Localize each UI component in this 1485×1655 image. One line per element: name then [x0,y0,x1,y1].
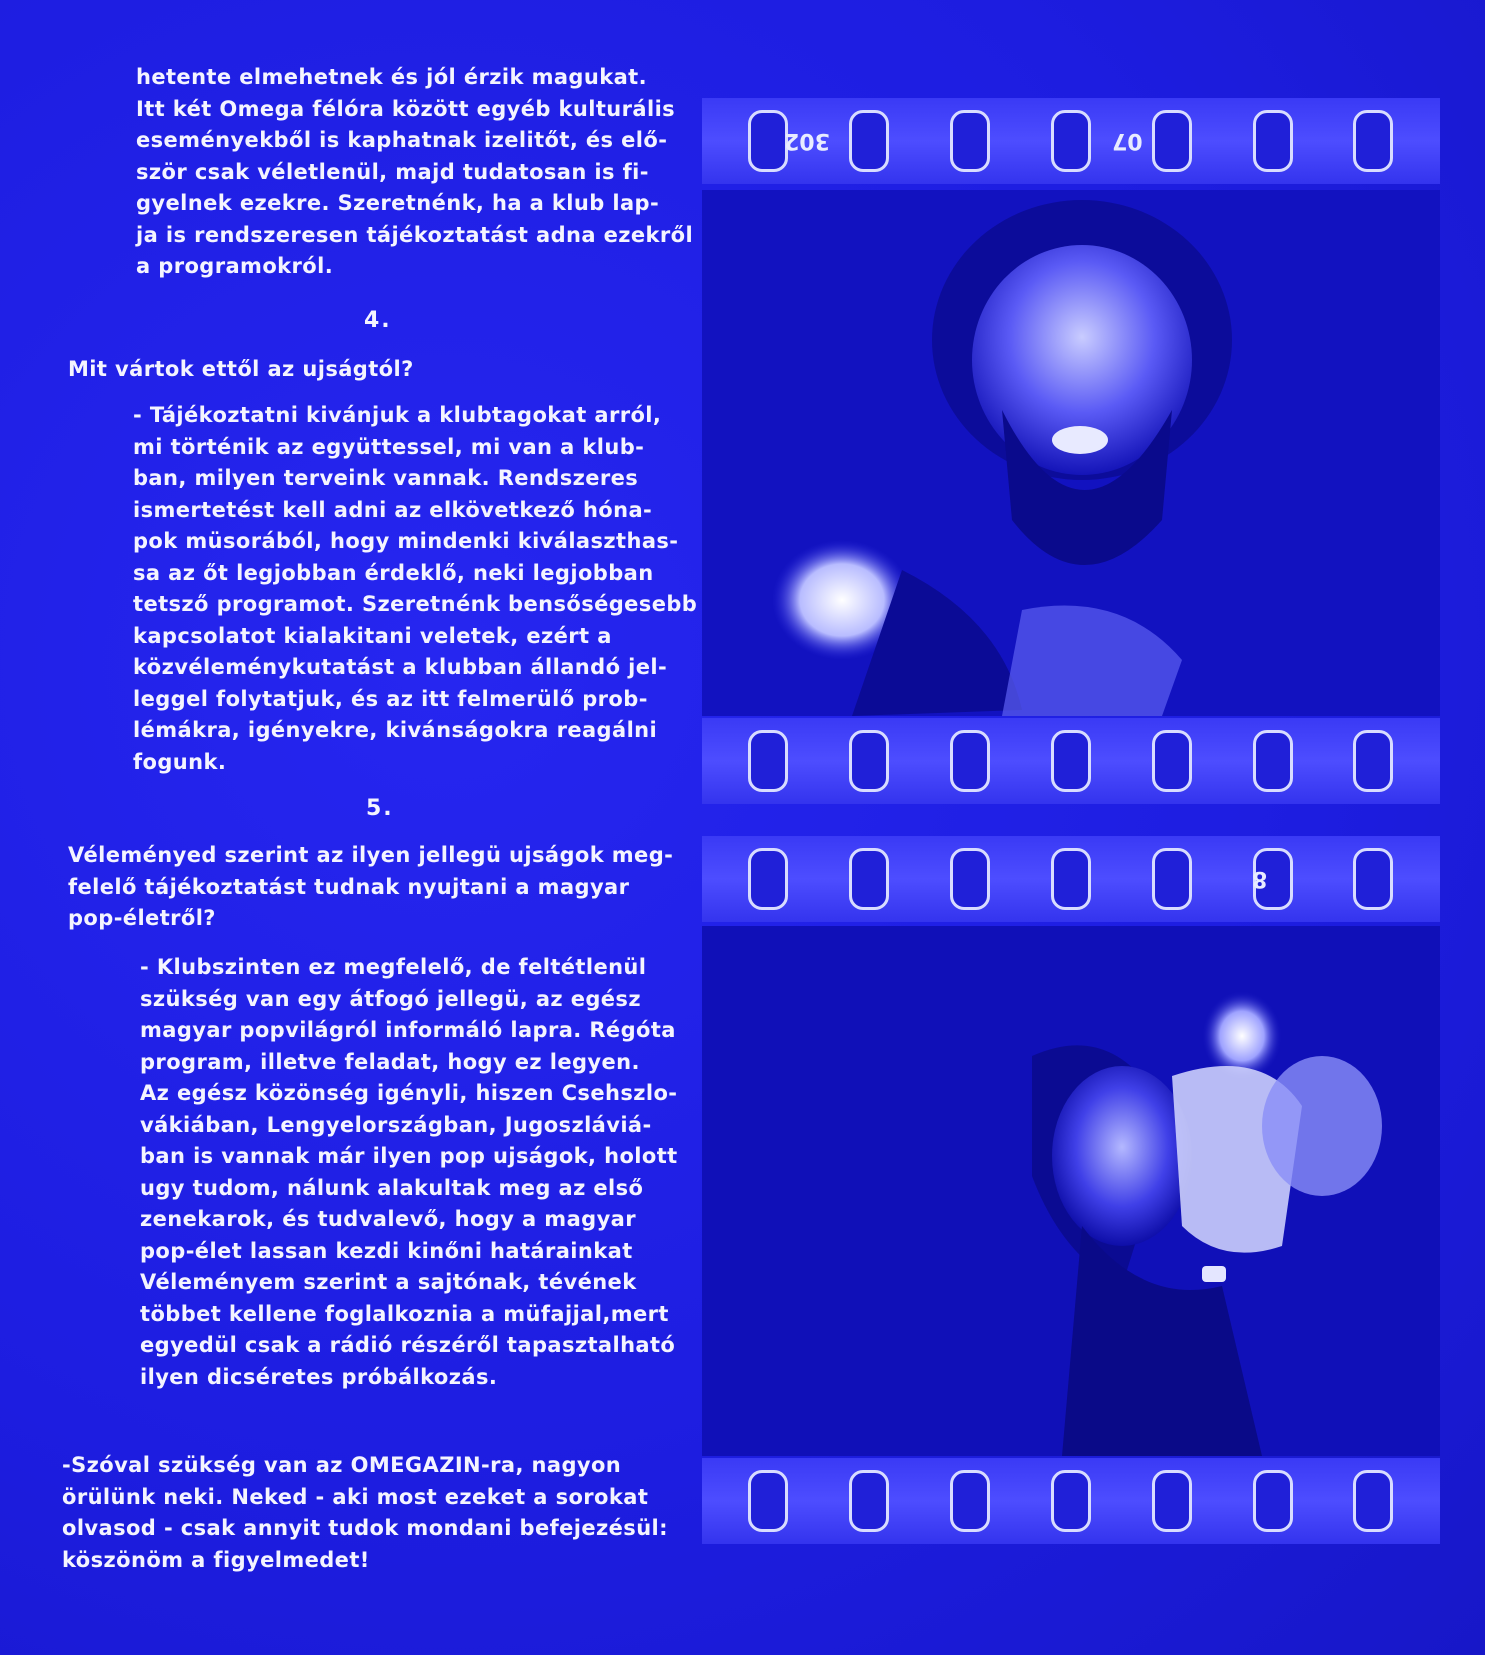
sprocket-hole [849,848,889,910]
sprocket-hole [1051,848,1091,910]
sprocket-hole [950,110,990,172]
sprocket-hole [1253,730,1293,792]
sprocket-hole [1051,1470,1091,1532]
film-frame-number: 07 [1112,128,1143,153]
sprocket-hole [748,110,788,172]
sprocket-hole [1152,848,1192,910]
closing-paragraph: -Szóval szükség van az OMEGAZIN-ra, nagyon örülünk neki. Neked - aki most ezeket a sorokat olvasod - csak annyit tudok mondani befejezésül: köszönöm a figyelmedet! [62,1453,668,1572]
article-column [0,0,700,1655]
singer-photo-image [702,190,1440,716]
section-number: 4. [364,308,392,333]
film-sprocket-strip [702,836,1440,922]
concert-photo-singer [702,190,1440,716]
section-number: 5. [366,796,394,821]
interview-answer: - Tájékoztatni kivánjuk a klubtagokat arról, mi történik az együttessel, mi van a klub- ban, milyen terveink vannak. Rendszeres ismertetést kell adni az elkövetkező hóna- pok müsorából, hogy mindenki kiválaszthas- sa az őt legjobban érdeklő, neki legjobban tetsző programot. Szeretnénk bensőségesebb kapcsolatot kialakitani veletek, ezért a közvéleménykutatást a klubban állandó jel- leggel folytatjuk, és az itt felmerülő prob- lémákra, igényekre, kivánságokra reagálni fogunk. [133,403,698,774]
sprocket-hole [1253,1470,1293,1532]
sprocket-hole [1152,110,1192,172]
sprocket-hole [849,1470,889,1532]
sprocket-hole [849,110,889,172]
sprocket-hole [849,730,889,792]
film-frame-number: 8 [1252,866,1268,891]
sprocket-hole [1353,848,1393,910]
sprocket-hole [748,848,788,910]
sprocket-hole [950,730,990,792]
film-sprocket-strip [702,718,1440,804]
sprocket-hole [1353,1470,1393,1532]
sprocket-hole [748,730,788,792]
sprocket-hole [1051,110,1091,172]
sprocket-hole [1152,1470,1192,1532]
concert-photo-guitarist [702,926,1440,1456]
sprocket-hole [1051,730,1091,792]
sprocket-hole [950,1470,990,1532]
film-strip-column [700,0,1485,1655]
guitarist-photo-image [702,926,1440,1456]
sprocket-hole [748,1470,788,1532]
interview-question: Mit vártok ettől az ujságtól? [68,357,414,381]
sprocket-hole [1353,730,1393,792]
sprocket-hole [1152,730,1192,792]
film-frame-number: 302 [784,128,830,153]
film-sprocket-strip [702,1458,1440,1544]
interview-question: Véleményed szerint az ilyen jellegü ujságok meg- felelő tájékoztatást tudnak nyujtani a magyar pop-életről? [68,843,674,930]
sprocket-hole [1353,110,1393,172]
interview-answer: - Klubszinten ez megfelelő, de feltétlenül szükség van egy átfogó jellegü, az egész magyar popvilágról informáló lapra. Régóta program, illetve feladat, hogy ez legyen. Az egész közönség igényli, hiszen Csehszlo- vákiában, Lengyelországban, Jugoszláviá- ban is vannak már ilyen pop ujságok, holott ugy tudom, nálunk alakultak meg az első zenekarok, és tudvalevő, hogy a magyar pop-élet lassan kezdi kinőni határainkat Véleményem szerint a sajtónak, tévének többet kellene foglalkoznia a müfajjal,mert egyedül csak a rádió részéről tapasztalható ilyen dicséretes próbálkozás. [140,955,678,1389]
sprocket-hole [1253,110,1293,172]
sprocket-hole [950,848,990,910]
film-sprocket-strip [702,98,1440,184]
article-paragraph: hetente elmehetnek és jól érzik magukat. Itt két Omega félóra között egyéb kulturális eseményekből is kaphatnak izelitőt, és elő- ször csak véletlenül, majd tudatosan is fi- gyelnek ezekre. Szeretnénk, ha a klub lap- ja is rendszeresen tájékoztatást adna ezekről a programokról. [136,65,694,278]
